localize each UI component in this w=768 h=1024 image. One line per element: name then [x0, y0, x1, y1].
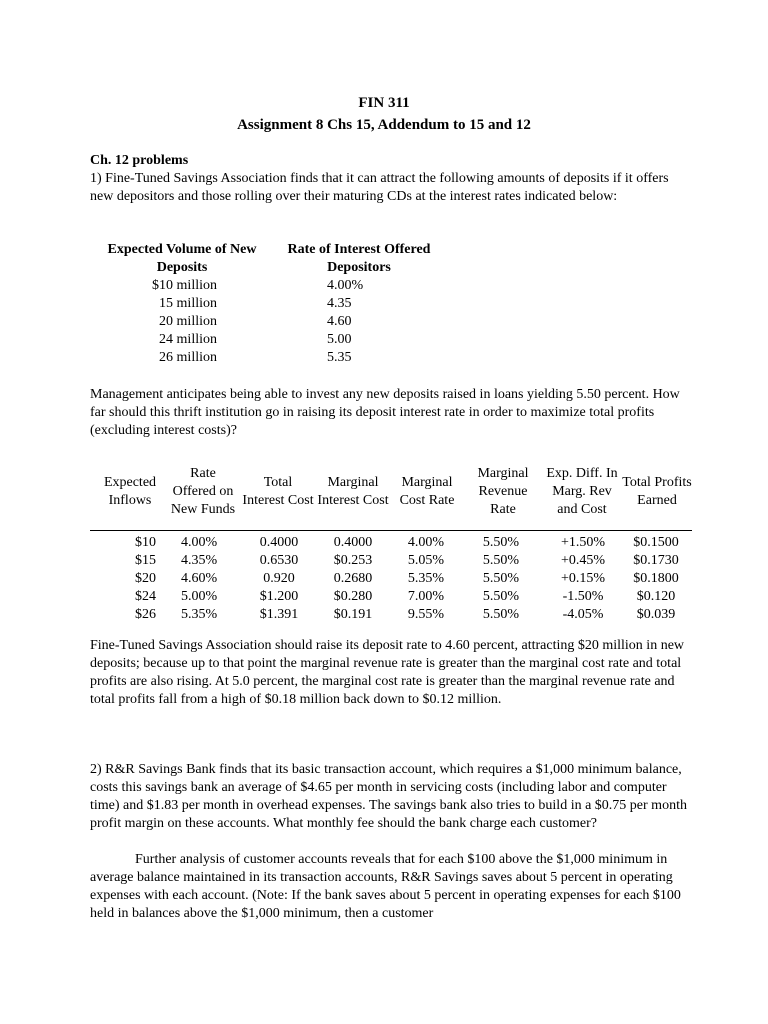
table-cell: $0.1800	[633, 571, 679, 586]
table-cell: +1.50%	[560, 535, 606, 550]
deposit-cell: 15 million	[159, 296, 217, 311]
table-cell: $24	[135, 589, 156, 604]
header-expected-inflows: Expected Inflows	[103, 475, 157, 508]
table-cell: 0.6530	[259, 553, 299, 568]
header-marginal-interest-cost: Marginal Interest Cost	[317, 475, 389, 508]
table-cell: +0.15%	[560, 571, 606, 586]
course-title: FIN 311	[358, 95, 410, 111]
table-cell: 5.00%	[181, 589, 218, 604]
table-cell: 9.55%	[407, 607, 445, 622]
deposit-cell: 26 million	[159, 350, 217, 365]
table-cell: $20	[135, 571, 156, 586]
deposit-cell: 20 million	[159, 314, 217, 329]
table-cell: 5.05%	[407, 553, 445, 568]
table-cell: 0.920	[263, 571, 295, 586]
table-cell: +0.45%	[560, 553, 606, 568]
table-cell: $0.280	[333, 589, 373, 604]
table-cell: 0.4000	[259, 535, 299, 550]
table-cell: $0.253	[333, 553, 373, 568]
header-marginal-revenue-rate: Marginal Revenue Rate	[477, 466, 529, 517]
rate-cell: 4.35	[327, 296, 352, 311]
table-cell: $26	[135, 607, 156, 622]
table-cell: $0.120	[636, 589, 676, 604]
header-total-profits: Total Profits Earned	[622, 475, 692, 508]
table-cell: 4.60%	[181, 571, 218, 586]
rate-cell: 4.60	[327, 314, 352, 329]
header-marginal-cost-rate: Marginal Cost Rate	[399, 475, 455, 508]
table-cell: 5.50%	[482, 589, 520, 604]
section-heading: Ch. 12 problems	[90, 153, 189, 168]
rate-cell: 5.35	[327, 350, 352, 365]
problem1-answer: Fine-Tuned Savings Association should raise its deposit rate to 4.60 percent, attracting $20 million in new deposits; because up to that point the marginal revenue rate is greater than the marginal cost rate and total profits are also rising. At 5.0 percent, the marginal cost rate is greater than the marginal revenue rate and total profits fall from a high of $0.18 million back down to $0.12 million.	[90, 638, 685, 707]
table-divider	[90, 530, 692, 531]
table-cell: 7.00%	[407, 589, 445, 604]
table-cell: 5.50%	[482, 535, 520, 550]
table-cell: -1.50%	[562, 589, 604, 604]
table-cell: $15	[135, 553, 156, 568]
problem1-question: Management anticipates being able to invest any new deposits raised in loans yielding 5.50 percent. How far should this thrift institution go in raising its deposit interest rate in order to maximize total profits (excluding interest costs)?	[90, 387, 680, 438]
table-cell: 4.35%	[181, 553, 218, 568]
header-exp-diff: Exp. Diff. In Marg. Rev and Cost	[546, 466, 618, 517]
rate-cell: 5.00	[327, 332, 352, 347]
table-cell: 4.00%	[181, 535, 218, 550]
table-cell: 5.50%	[482, 553, 520, 568]
problem2-further: Further analysis of customer accounts reveals that for each $100 above the $1,000 minimum in average balance maintained in its transaction accounts, R&R Savings saves about 5 percent in operating expenses with each account. (Note: If the bank saves about 5 percent in operating expenses for each $100 held in balances above the $1,000 minimum, then a customer	[90, 852, 681, 921]
table-cell: $10	[135, 535, 156, 550]
table-cell: $0.191	[333, 607, 373, 622]
table-cell: -4.05%	[562, 607, 604, 622]
table-cell: $0.1500	[633, 535, 679, 550]
problem1-intro: 1) Fine-Tuned Savings Association finds that it can attract the following amounts of deposits if it offers new depositors and those rolling over their maturing CDs at the interest rates indicated below:	[90, 171, 669, 204]
table-cell: $1.200	[259, 589, 299, 604]
problem2-text: 2) R&R Savings Bank finds that its basic transaction account, which requires a $1,000 minimum balance, costs this savings bank an average of $4.65 per month in servicing costs (including labor and computer time) and $1.83 per month in overhead expenses. The savings bank also tries to build in a $0.75 per month profit margin on these accounts. What monthly fee should the bank charge each customer?	[90, 762, 687, 831]
table-cell: $0.1730	[633, 553, 679, 568]
table-cell: 5.35%	[181, 607, 218, 622]
table-cell: 5.50%	[482, 571, 520, 586]
header-rate-offered: Rate Offered on New Funds	[170, 466, 236, 517]
table-cell: 4.00%	[407, 535, 445, 550]
rate-col-header: Rate of Interest Offered Depositors	[287, 242, 431, 275]
assignment-title: Assignment 8 Chs 15, Addendum to 15 and 12	[237, 117, 531, 133]
rate-cell: 4.00%	[327, 278, 364, 293]
table-cell: 0.4000	[333, 535, 373, 550]
deposit-cell: $10 million	[152, 278, 217, 293]
table-cell: 0.2680	[333, 571, 373, 586]
deposit-cell: 24 million	[159, 332, 217, 347]
table-cell: $0.039	[636, 607, 676, 622]
deposit-col-header: Expected Volume of New Deposits	[107, 242, 257, 275]
header-total-interest-cost: Total Interest Cost	[242, 475, 314, 508]
table-cell: 5.35%	[407, 571, 445, 586]
table-cell: $1.391	[259, 607, 299, 622]
table-cell: 5.50%	[482, 607, 520, 622]
